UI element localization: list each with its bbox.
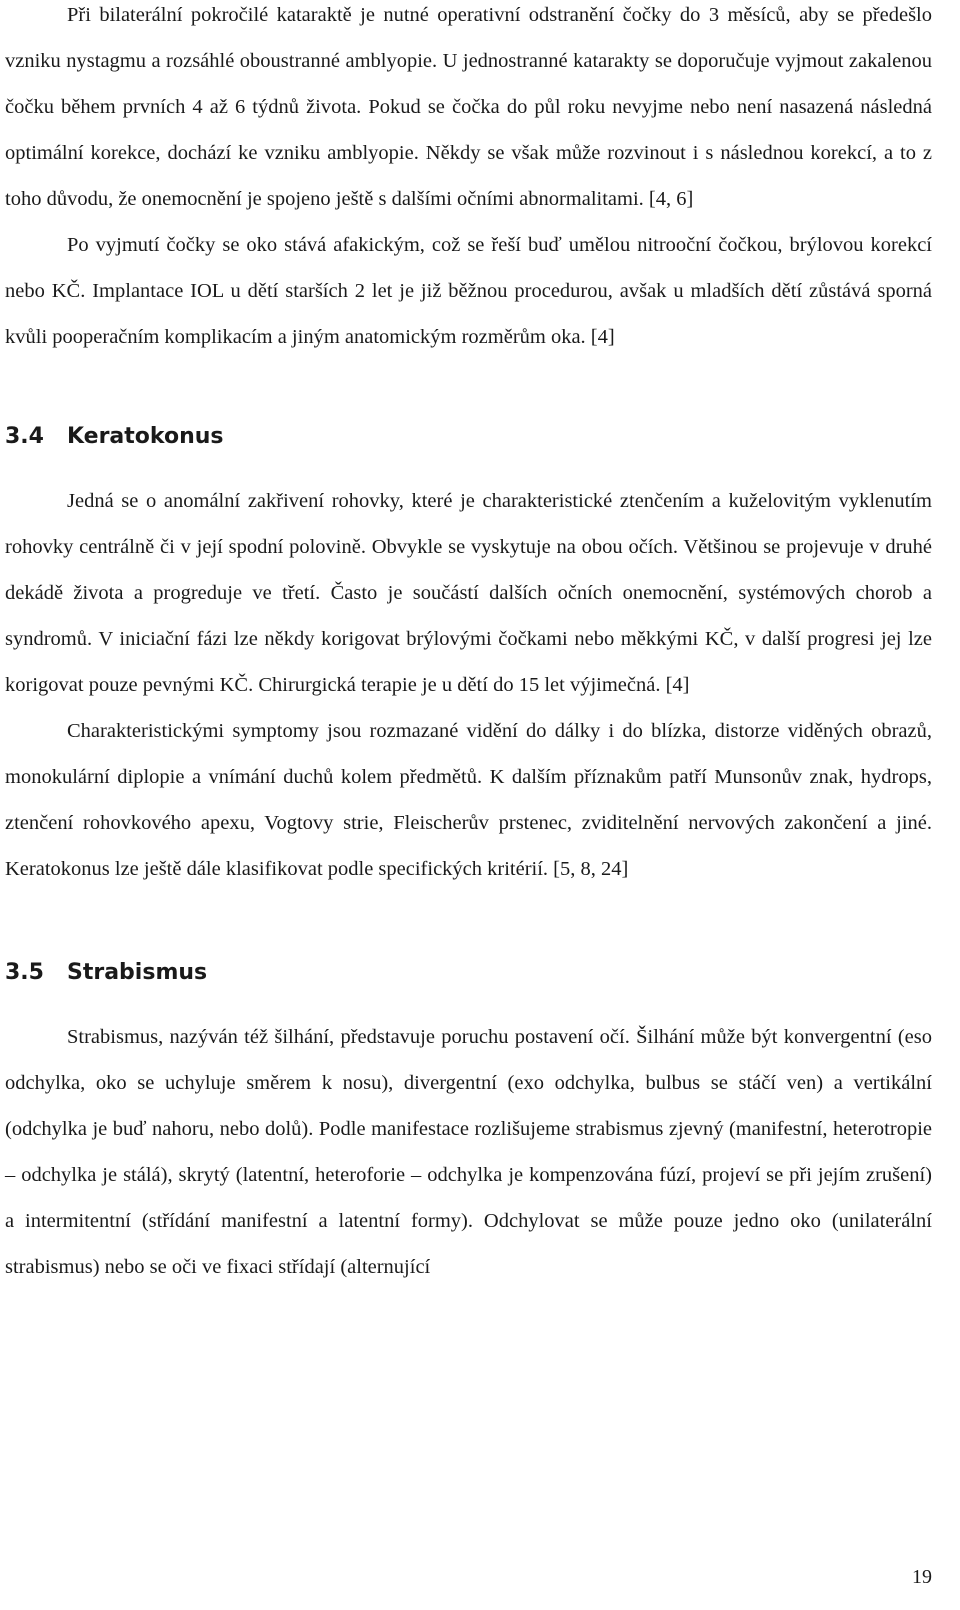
section-heading-keratokonus — [5, 422, 932, 452]
section-number: 3.5 — [5, 960, 44, 985]
paragraph-strabismus-definition: Strabismus, nazýván též šilhání, představuje poruchu postavení očí. Šilhání může být konvergentní (eso odchylka, oko se uchyluje směrem k nosu), divergentní (exo odchylka, bulbus se stáčí ven) a vertikální (odchylka je buď nahoru, nebo dolů). Podle manifestace rozlišujeme strabismus zjevný (manifestní, heterotropie – odchylka je stálá), skrytý (latentní, heteroforie – odchylka je kompenzována fúzí, projeví se při jejím zrušení) a intermitentní (střídání manifestní a latentní formy). Odchylovat se může pouze jedno oko (unilaterální strabismus) nebo se oči ve fixaci střídají (alternující — [5, 1026, 932, 1278]
paragraph-aphakia-correction: Po vyjmutí čočky se oko stává afakickým, což se řeší buď umělou nitrooční čočkou, brýlovou korekcí nebo KČ. Implantace IOL u dětí starších 2 let je již běžnou procedurou, avšak u mladších dětí zůstává sporná kvůli pooperačním komplikacím a jiným anatomickým rozměrům oka. [4] — [5, 234, 932, 348]
page-number: 19 — [912, 1566, 932, 1588]
section-title: Strabismus — [67, 960, 208, 985]
paragraph-keratokonus-symptoms: Charakteristickými symptomy jsou rozmazané vidění do dálky i do blízka, distorze viděných obrazů, monokulární diplopie a vnímání duchů kolem předmětů. K dalším příznakům patří Munsonův znak, hydrops, ztenčení rohovkového apexu, Vogtovy strie, Fleischerův prstenec, zviditelnění nervových zakončení a jiné. Keratokonus lze ještě dále klasifikovat podle specifických kritérií. [5, 8, 24] — [5, 720, 932, 880]
section-heading-strabismus — [5, 958, 932, 988]
section-number: 3.4 — [5, 424, 44, 449]
paragraph-keratokonus-definition: Jedná se o anomální zakřivení rohovky, které je charakteristické ztenčením a kuželovitým vyklenutím rohovky centrálně či v její spodní polovině. Obvykle se vyskytuje na obou očích. Většinou se projevuje v druhé dekádě života a progreduje ve třetí. Často je součástí dalších očních onemocnění, systémových chorob a syndromů. V iniciační fázi lze někdy korigovat brýlovými čočkami nebo měkkými KČ, v další progresi jej lze korigovat pouze pevnými KČ. Chirurgická terapie je u dětí do 15 let výjimečná. [4] — [5, 490, 932, 696]
section-title: Keratokonus — [67, 424, 224, 449]
document-page — [5, 0, 932, 1290]
paragraph-cataract-surgery: Při bilaterální pokročilé kataraktě je nutné operativní odstranění čočky do 3 měsíců, aby se předešlo vzniku nystagmu a rozsáhlé oboustranné amblyopie. U jednostranné katarakty se doporučuje vyjmout zakalenou čočku během prvních 4 až 6 týdnů života. Pokud se čočka do půl roku nevyjme nebo není nasazená následná optimální korekce, dochází ke vzniku amblyopie. Někdy se však může rozvinout i s následnou korekcí, a to z toho důvodu, že onemocnění je spojeno ještě s dalšími očními abnormalitami. [4, 6] — [5, 4, 932, 210]
